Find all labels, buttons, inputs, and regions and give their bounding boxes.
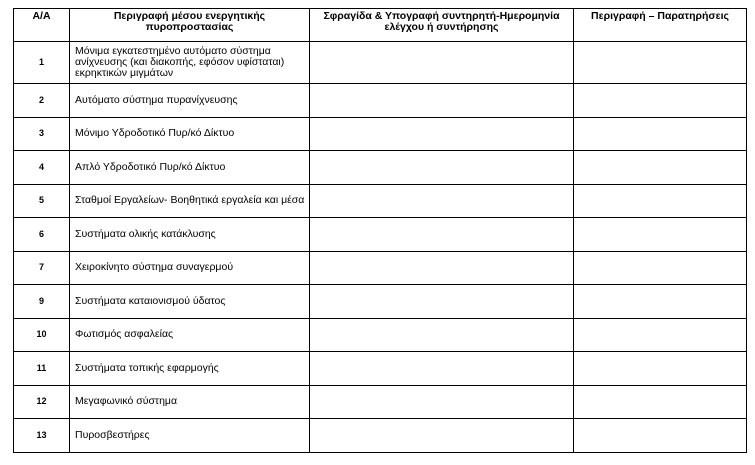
row-seal-signature-cell[interactable] (310, 218, 574, 252)
row-seal-signature-cell[interactable] (310, 84, 574, 118)
row-description: Πυροσβεστήρες (70, 419, 310, 453)
header-seal-signature: Σφραγίδα & Υπογραφή συντηρητή-Ημερομηνία ελέγχου ή συντήρησης (310, 9, 574, 42)
table-row (14, 352, 747, 386)
row-number: 1 (14, 42, 70, 84)
row-description: Μεγαφωνικό σύστημα (70, 385, 310, 419)
row-number: 7 (14, 251, 70, 285)
row-number: 11 (14, 352, 70, 386)
table-row (14, 84, 747, 118)
row-seal-signature-cell[interactable] (310, 385, 574, 419)
row-seal-signature-cell[interactable] (310, 117, 574, 151)
table-row (14, 184, 747, 218)
header-row (14, 9, 747, 42)
row-remarks-cell[interactable] (574, 117, 747, 151)
row-description: Συστήματα ολικής κατάκλυσης (70, 218, 310, 252)
row-number: 6 (14, 218, 70, 252)
row-remarks-cell[interactable] (574, 285, 747, 319)
row-description: Αυτόματο σύστημα πυρανίχνευσης (70, 84, 310, 118)
row-description: Μόνιμο Υδροδοτικό Πυρ/κό Δίκτυο (70, 117, 310, 151)
header-description: Περιγραφή μέσου ενεργητικής πυροπροστασίας (70, 9, 310, 42)
row-remarks-cell[interactable] (574, 419, 747, 453)
row-description: Σταθμοί Εργαλείων- Βοηθητικά εργαλεία και μέσα (70, 184, 310, 218)
row-remarks-cell[interactable] (574, 251, 747, 285)
header-aa: Α/Α (14, 9, 70, 42)
row-seal-signature-cell[interactable] (310, 42, 574, 84)
row-seal-signature-cell[interactable] (310, 285, 574, 319)
row-seal-signature-cell[interactable] (310, 318, 574, 352)
header-remarks: Περιγραφή – Παρατηρήσεις (574, 9, 747, 42)
table-row (14, 42, 747, 84)
row-description: Χειροκίνητο σύστημα συναγερμού (70, 251, 310, 285)
table-row (14, 385, 747, 419)
row-remarks-cell[interactable] (574, 84, 747, 118)
row-seal-signature-cell[interactable] (310, 151, 574, 185)
row-remarks-cell[interactable] (574, 318, 747, 352)
row-description: Απλό Υδροδοτικό Πυρ/κό Δίκτυο (70, 151, 310, 185)
row-number: 12 (14, 385, 70, 419)
row-seal-signature-cell[interactable] (310, 419, 574, 453)
table-row (14, 419, 747, 453)
row-number: 9 (14, 285, 70, 319)
row-remarks-cell[interactable] (574, 385, 747, 419)
row-seal-signature-cell[interactable] (310, 251, 574, 285)
row-number: 4 (14, 151, 70, 185)
row-number: 2 (14, 84, 70, 118)
row-number: 13 (14, 419, 70, 453)
table-row (14, 218, 747, 252)
row-number: 3 (14, 117, 70, 151)
row-number: 5 (14, 184, 70, 218)
table-row (14, 285, 747, 319)
table-row (14, 251, 747, 285)
table-row (14, 318, 747, 352)
row-seal-signature-cell[interactable] (310, 184, 574, 218)
row-description: Συστήματα τοπικής εφαρμογής (70, 352, 310, 386)
table-row (14, 151, 747, 185)
row-number: 10 (14, 318, 70, 352)
row-description: Φωτισμός ασφαλείας (70, 318, 310, 352)
row-remarks-cell[interactable] (574, 352, 747, 386)
row-remarks-cell[interactable] (574, 151, 747, 185)
row-description: Μόνιμα εγκατεστημένο αυτόματο σύστημα ανίχνευσης (και διακοπής, εφόσον υφίσταται) εκρηκτικών μιγμάτων (70, 42, 310, 84)
fire-protection-maintenance-table (13, 8, 747, 453)
table-row (14, 117, 747, 151)
row-remarks-cell[interactable] (574, 184, 747, 218)
row-remarks-cell[interactable] (574, 42, 747, 84)
row-remarks-cell[interactable] (574, 218, 747, 252)
row-description: Συστήματα καταιονισμού ύδατος (70, 285, 310, 319)
row-seal-signature-cell[interactable] (310, 352, 574, 386)
